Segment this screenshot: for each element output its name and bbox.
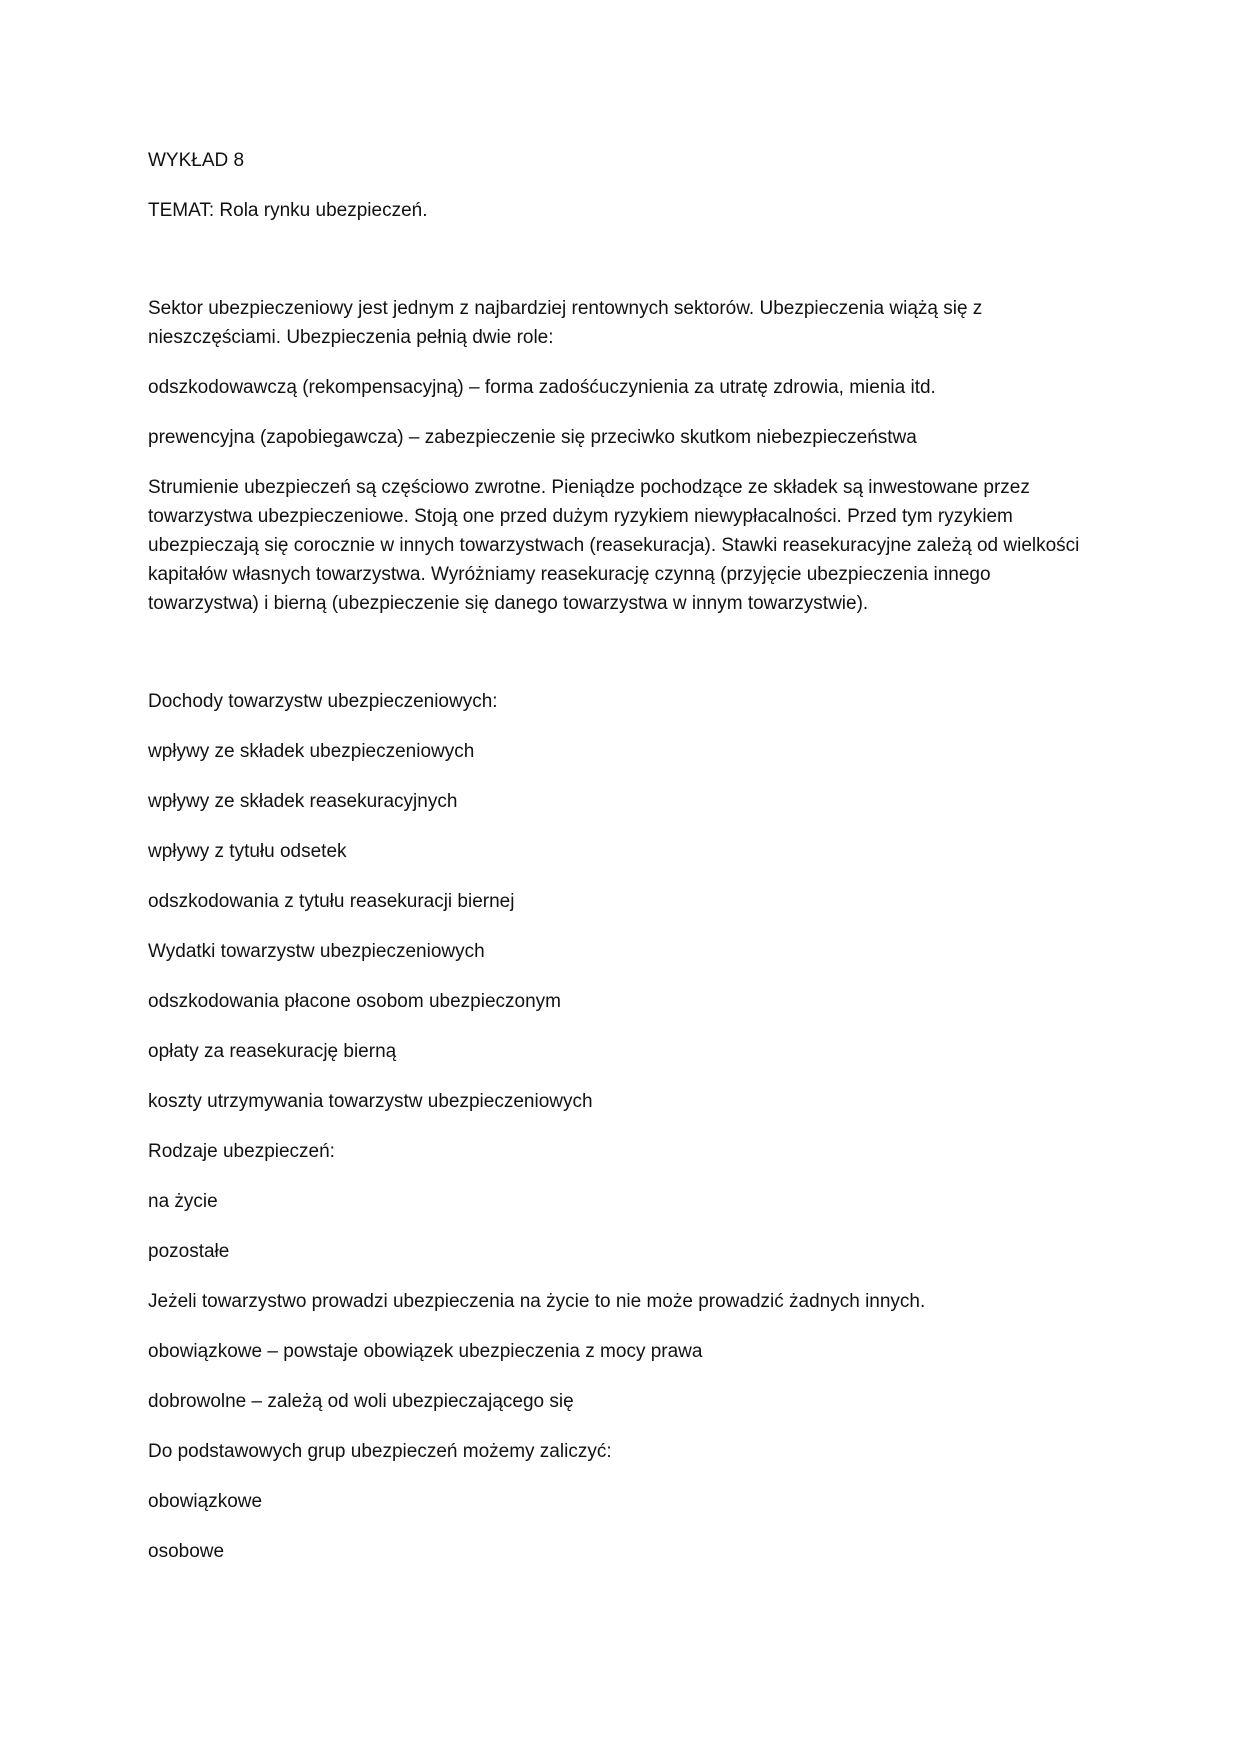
list-line: obowiązkowe – powstaje obowiązek ubezpieczenia z mocy prawa [148,1341,703,1362]
list-line: na życie [148,1191,218,1212]
list-line: Do podstawowych grup ubezpieczeń możemy zaliczyć: [148,1441,612,1462]
list-line: wpływy ze składek ubezpieczeniowych [148,741,475,762]
list-line: wpływy ze składek reasekuracyjnych [148,791,458,812]
list-line: osobowe [148,1541,225,1562]
list-line: obowiązkowe [148,1491,263,1512]
document-body [148,146,1080,1566]
list-line: odszkodowania z tytułu reasekuracji biernej [148,891,515,912]
list-line: Dochody towarzystw ubezpieczeniowych: [148,691,498,712]
list-line: Jeżeli towarzystwo prowadzi ubezpieczenia na życie to nie może prowadzić żadnych innych. [148,1291,926,1312]
list-line: opłaty za reasekurację bierną [148,1041,397,1062]
lecture-topic: TEMAT: Rola rynku ubezpieczeń. [148,200,428,221]
list-line: koszty utrzymywania towarzystw ubezpieczeniowych [148,1091,593,1112]
role-compensatory: odszkodowawczą (rekompensacyjną) – forma zadośćuczynienia za utratę zdrowia, mienia itd. [148,377,936,398]
lecture-heading: WYKŁAD 8 [148,150,245,171]
list-line: dobrowolne – zależą od woli ubezpieczającego się [148,1391,574,1412]
list-line: pozostałe [148,1241,230,1262]
streams-paragraph: Strumienie ubezpieczeń są częściowo zwrotne. Pieniądze pochodzące ze składek są inwestowane przez towarzystwa ubezpieczeniowe. Stoją one przed dużym ryzykiem niewypłacalności. Przed tym ryzykiem ubezpieczają się corocznie w innych towarzystwach (reasekuracja). Stawki reasekuracyjne zależą od wielkości kapitałów własnych towarzystwa. Wyróżniamy reasekurację czynną (przyjęcie ubezpieczenia innego towarzystwa) i bierną (ubezpieczenie się danego towarzystwa w innym towarzystwie). [148,477,1080,614]
role-preventive: prewencyjna (zapobiegawcza) – zabezpieczenie się przeciwko skutkom niebezpieczeństwa [148,427,917,448]
list-line: wpływy z tytułu odsetek [148,841,347,862]
list-line: Wydatki towarzystw ubezpieczeniowych [148,941,485,962]
intro-paragraph: Sektor ubezpieczeniowy jest jednym z najbardziej rentownych sektorów. Ubezpieczenia wiążą się z nieszczęściami. Ubezpieczenia pełnią dwie role: [148,298,983,348]
list-line: Rodzaje ubezpieczeń: [148,1141,335,1162]
list-line: odszkodowania płacone osobom ubezpieczonym [148,991,561,1012]
